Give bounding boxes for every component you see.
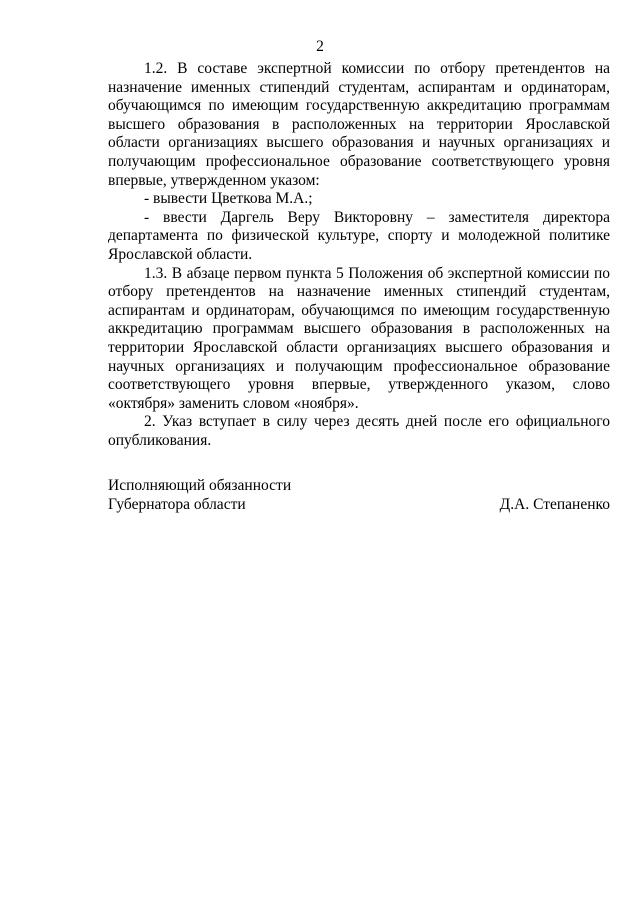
signature-position-line1: Исполняющий обязанности: [108, 477, 292, 494]
paragraph-1-3: 1.3. В абзаце первом пункта 5 Положения об экспертной комиссии по отбору претендентов на назначение именных стипендий студентам, аспирантам и ординаторам, обучающимся по имеющим государственную аккредитацию программам высшего образования в расположенных на территории Ярославской области организациях высшего образования и научных организациях и получающим профессиональное образование соответствующего уровня впервые, утвержденного указом, слово «октября» заменить словом «ноября».: [108, 264, 610, 412]
document-body: [108, 60, 610, 450]
paragraph-2: 2. Указ вступает в силу через десять дней после его официального опубликования.: [108, 413, 610, 449]
paragraph-add-member: - ввести Даргель Веру Викторовну – заместителя директора департамента по физической культуре, спорту и молодежной политике Ярославской области.: [108, 208, 610, 263]
page-number: 2: [316, 38, 324, 55]
signature-position-line2: Губернатора области: [108, 495, 246, 513]
signatory-name: Д.А. Степаненко: [499, 495, 610, 513]
signature-block: [108, 477, 610, 514]
signature-row: [108, 496, 610, 515]
paragraph-remove-member: - вывести Цветкова М.А.;: [144, 190, 313, 208]
paragraph-1-2: 1.2. В составе экспертной комиссии по отбору претендентов на назначение именных стипендий студентам, аспирантам и ординаторам, обучающимся по имеющим государственную аккредитацию программам высшего образования в расположенных на территории Ярославской области организациях высшего образования и научных организациях и получающим профессиональное образование соответствующего уровня впервые, утвержденном указом:: [108, 60, 610, 189]
